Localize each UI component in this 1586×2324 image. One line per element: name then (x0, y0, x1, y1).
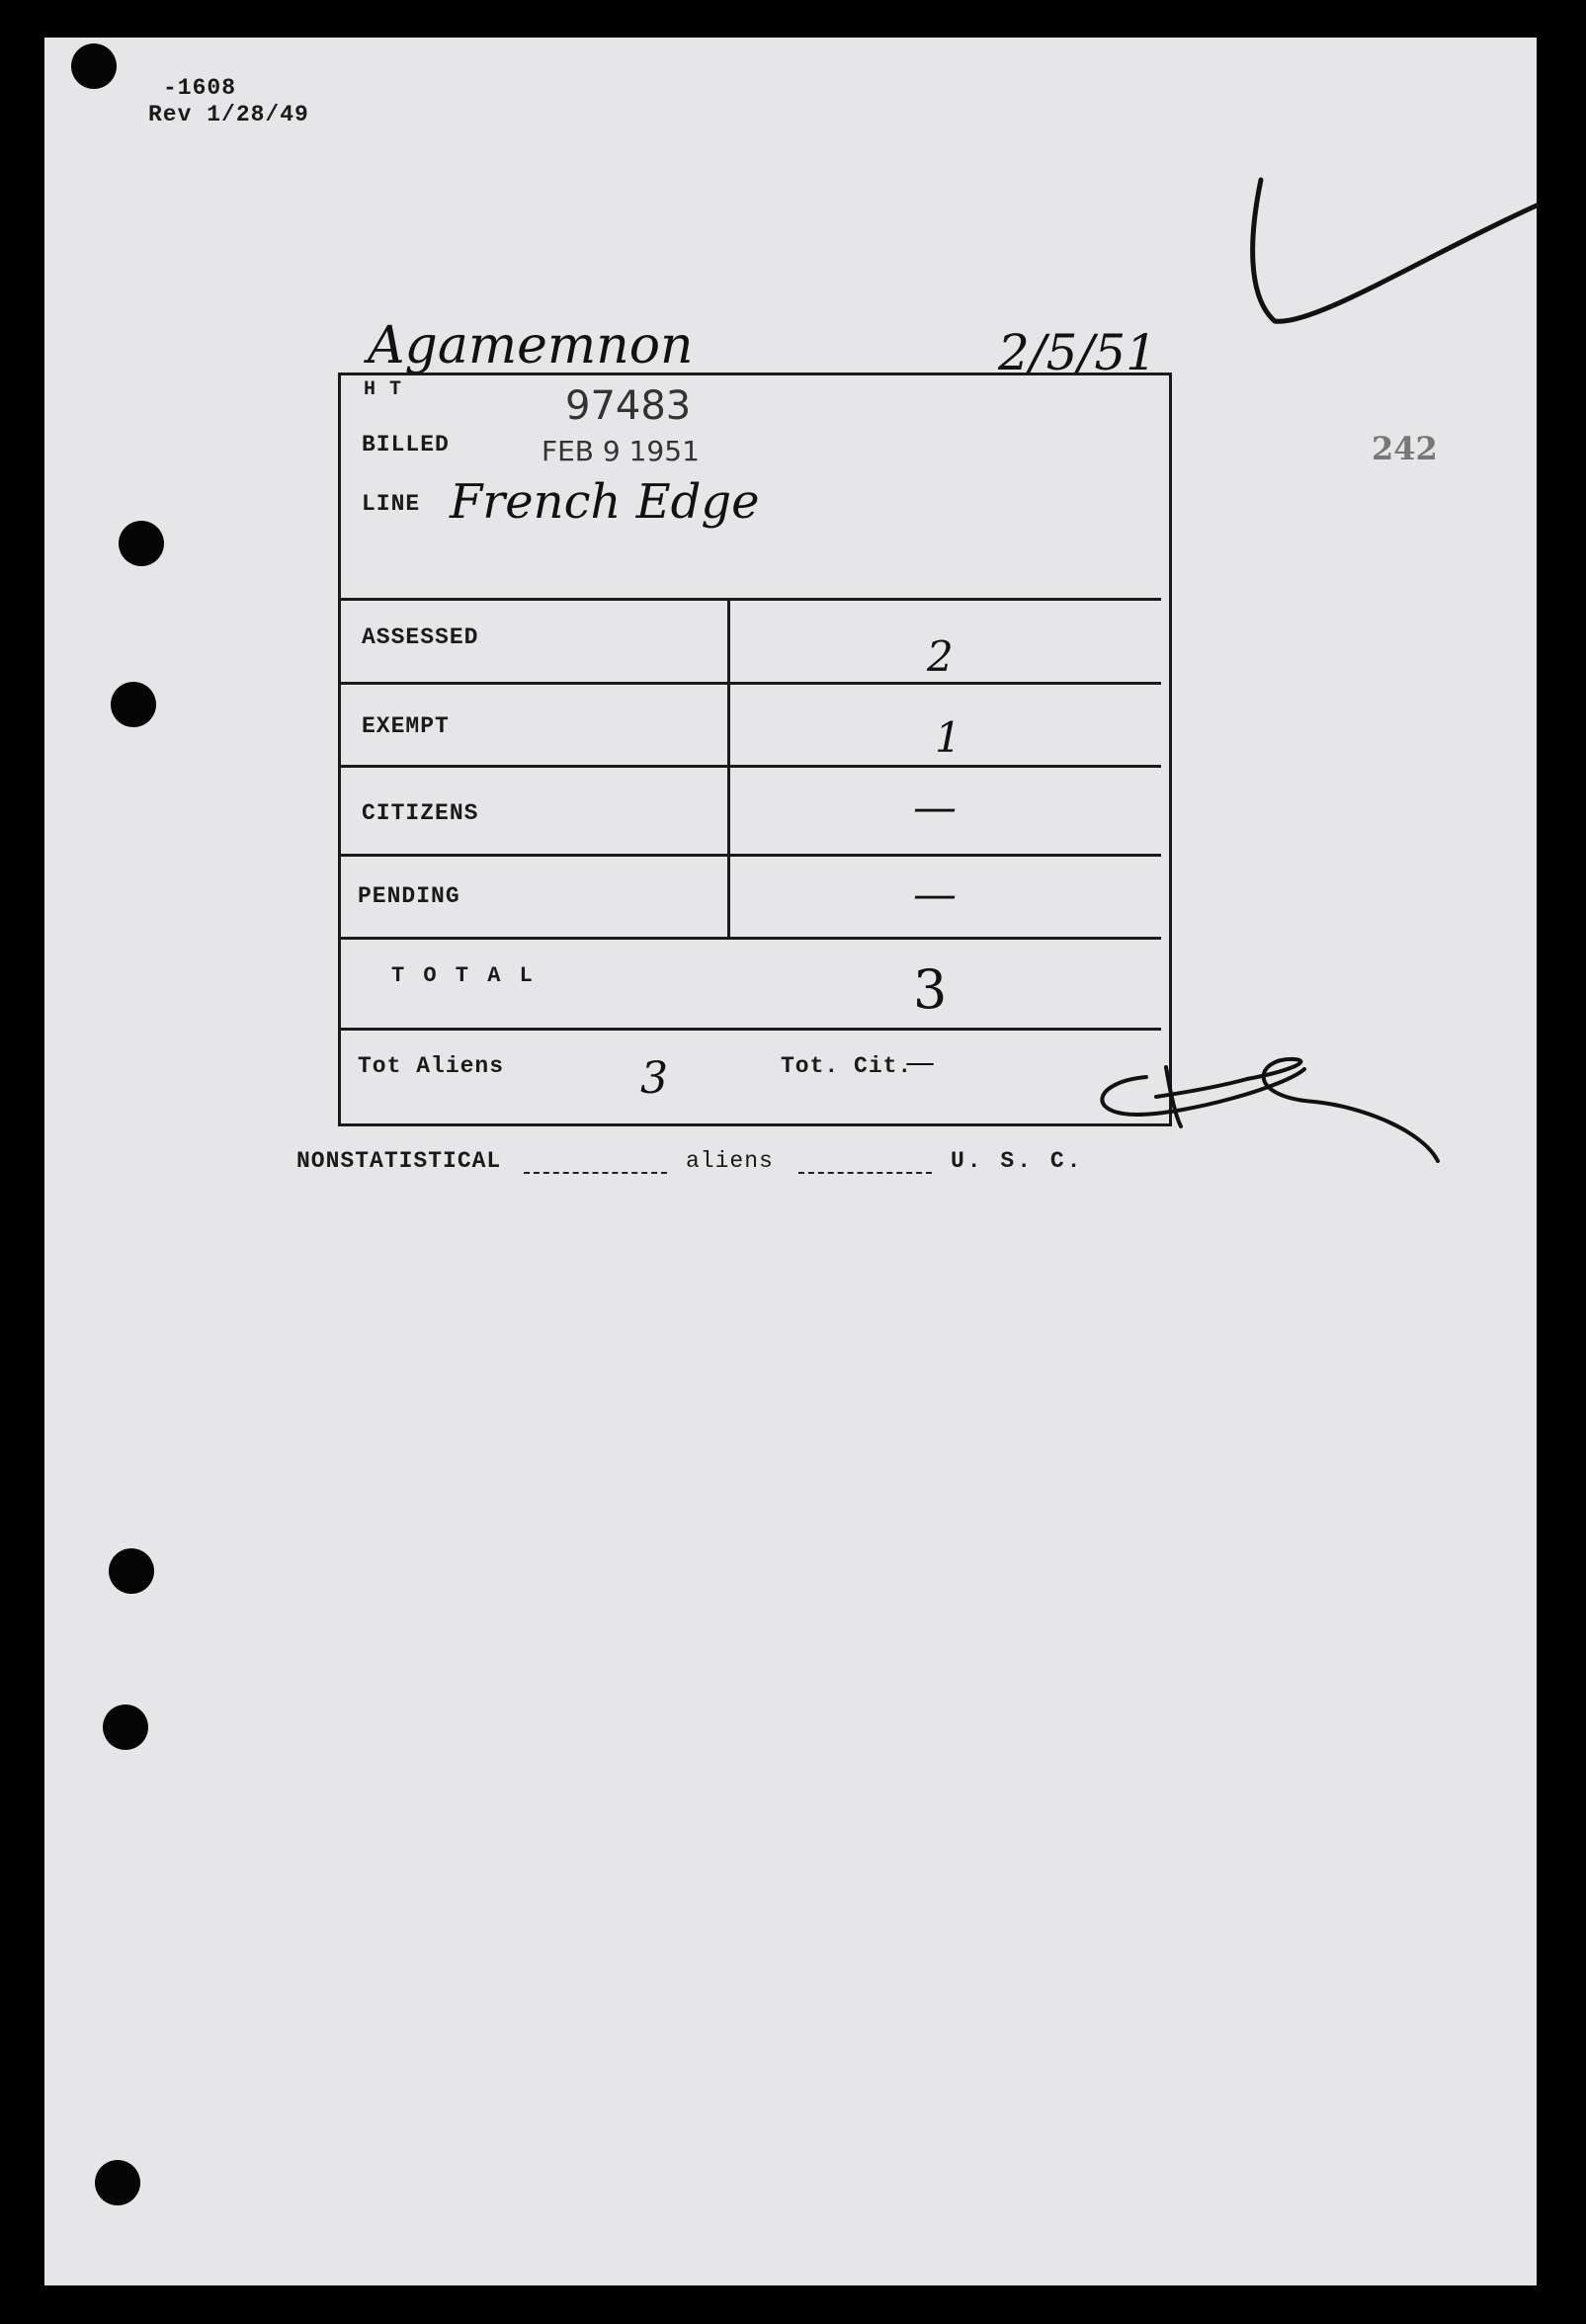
row-value-citizens: — (913, 783, 957, 833)
row-label-exempt: EXEMPT (362, 713, 450, 739)
row-label-citizens: CITIZENS (362, 800, 479, 826)
total-value: 3 (913, 958, 948, 1021)
billed-date-stamp: FEB 9 1951 (542, 435, 700, 467)
date: 2/5/51 (998, 324, 1157, 381)
ht-label: H T (364, 378, 403, 401)
check-mark (1253, 180, 1537, 321)
usc-label: U. S. C. (951, 1148, 1084, 1174)
line-label: LINE (362, 491, 421, 517)
tot-aliens-value: 3 (640, 1053, 668, 1104)
total-label: T O T A L (391, 963, 536, 988)
nonstatistical-label: NONSTATISTICAL (296, 1148, 502, 1174)
billed-label: BILLED (362, 432, 450, 457)
row-label-assessed: ASSESSED (362, 624, 479, 650)
tot-cit-label: Tot. Cit. (781, 1053, 913, 1079)
initials-signature (1102, 1059, 1438, 1161)
row-value-pending: — (913, 870, 957, 920)
ht-number: 97483 (565, 383, 692, 429)
row-value-exempt: 1 (935, 713, 961, 762)
form-revision: Rev 1/28/49 (148, 102, 309, 127)
row-label-pending: PENDING (358, 883, 460, 909)
tot-aliens-label: Tot Aliens (358, 1053, 505, 1079)
row-value-assessed: 2 (927, 632, 954, 681)
ship-name: Agamemnon (368, 316, 694, 375)
line-value: French Edge (450, 474, 760, 530)
tot-cit-value: — (905, 1045, 935, 1080)
form-number: -1608 (163, 75, 237, 101)
aliens-label: aliens (686, 1148, 774, 1174)
page-number: 242 (1372, 430, 1438, 467)
